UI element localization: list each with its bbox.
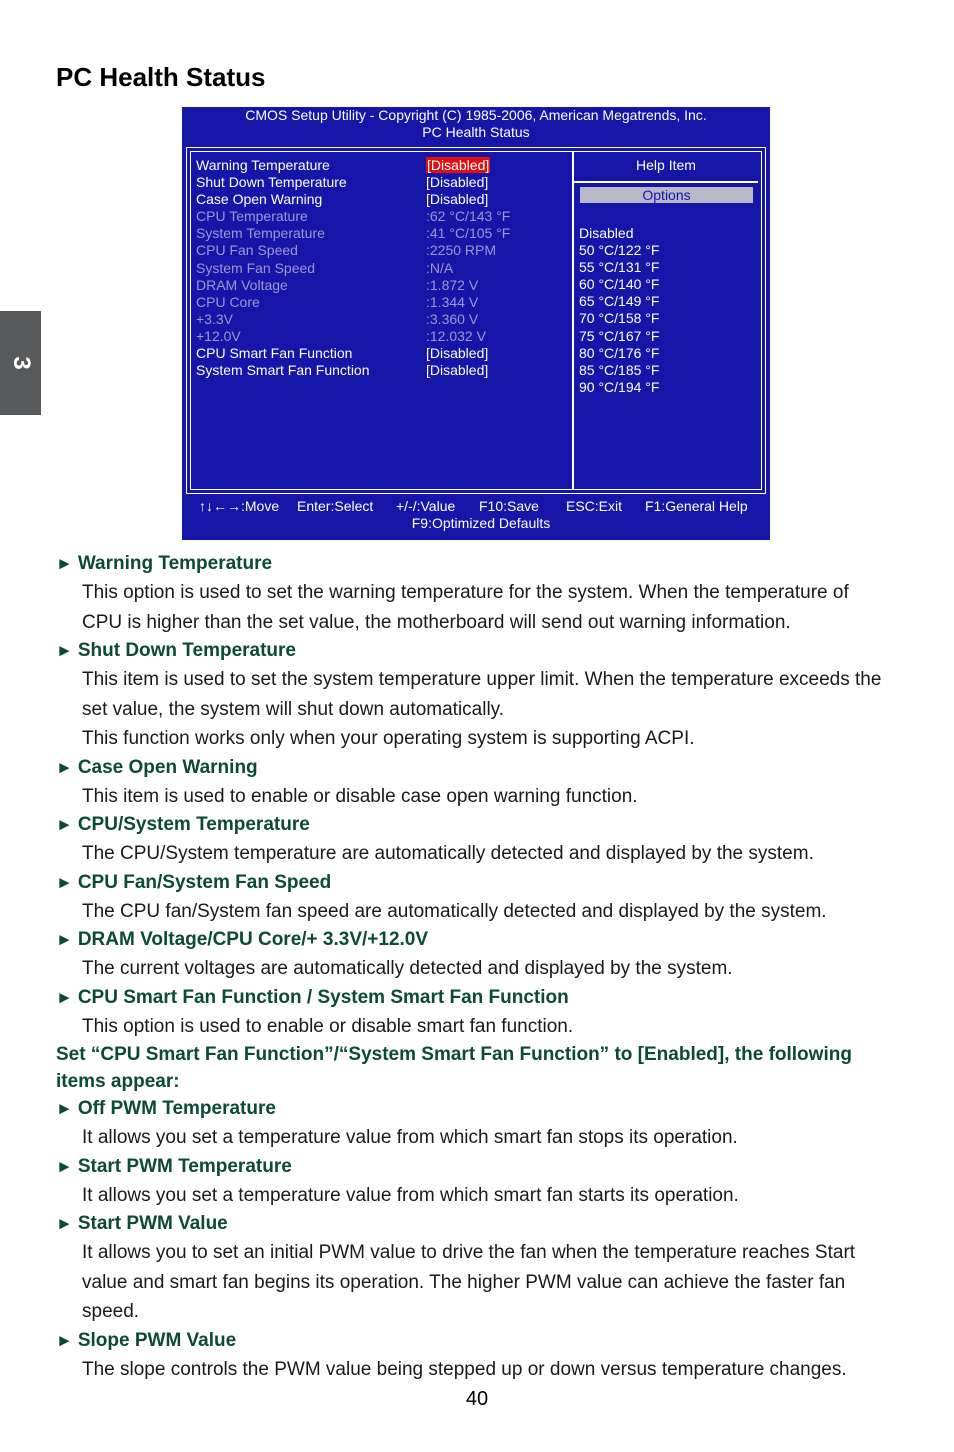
help-item-title: Help Item [636,157,696,173]
bios-setting-row [196,260,556,277]
section-heading [56,1210,886,1238]
bios-setting-value-text: :N/A [426,259,454,276]
bios-setting-row [196,294,556,311]
bios-setting-value-text: [Disabled] [427,157,490,173]
section-heading-text: CPU/System Temperature [77,814,310,835]
bios-setting-label: CPU Core [196,293,260,310]
key-help: F1:General Help [645,498,748,514]
bios-option-item[interactable]: 85 °C/185 °F [579,361,660,378]
arrow-bullet-icon: ► [56,930,73,949]
arrow-bullet-icon: ► [56,872,73,892]
bios-setting-value[interactable] [426,157,490,174]
section-heading-text: Warning Temperature [77,553,273,574]
section-paragraph: The CPU/System temperature are automatically detected and displayed by the system. [82,843,814,864]
section-heading [56,1327,886,1355]
bios-setting-value-text: :41 °C/105 °F [426,225,511,242]
bios-setting-value[interactable] [426,345,488,362]
help-divider [574,181,758,183]
arrow-bullet-icon: ► [56,815,73,834]
bios-setting-value [426,277,478,294]
bios-setting-row [196,208,556,225]
bios-copyright: CMOS Setup Utility - Copyright (C) 1985-2006, American Megatrends, Inc. [245,107,707,123]
chapter-number: 3 [7,356,35,370]
bios-setting-value[interactable] [426,174,488,191]
section-heading-text: Case Open Warning [77,756,258,778]
bios-setting-value-text: :2250 RPM [426,242,497,259]
section-paragraph: This item is used to set the system temperature upper limit. When the temperature exceeds the set value, the system will shut down automatically. [82,669,882,720]
bios-setting-row [196,242,556,259]
bios-setting-value-text: :62 °C/143 °F [426,208,511,225]
bios-setting-value-text: [Disabled] [426,345,489,362]
manual-content [56,550,886,1384]
settings-list [196,157,556,379]
arrow-bullet-icon: ► [56,987,73,1007]
bios-setting-value [426,225,510,242]
arrow-bullet-icon: ► [56,1214,73,1233]
bios-setting-label: CPU Smart Fan Function [196,345,353,362]
bios-setting-value-text: [Disabled] [426,191,489,208]
options-header: Options [580,187,753,203]
section-heading [56,984,886,1012]
section-paragraph: This option is used to set the warning temperature for the system. When the temperature of CPU is higher than the set value, the motherboard will send out warning information. [82,582,849,633]
bios-setting-row [196,311,556,328]
bios-setting-row[interactable] [196,157,556,174]
section-paragraph: The slope controls the PWM value being stepped up or down versus temperature changes. [82,1358,847,1380]
bios-option-item[interactable]: Disabled [579,225,634,241]
bios-setting-label: CPU Fan Speed [196,242,298,259]
bios-setting-row [196,328,556,345]
key-select: Enter:Select [297,498,374,514]
bios-option-item[interactable]: 55 °C/131 °F [579,259,660,276]
section-heading-text: Start PWM Temperature [77,1155,292,1177]
chapter-tab [0,311,41,415]
arrow-bullet-icon: ► [56,1156,73,1176]
bios-setting-label: System Temperature [196,225,325,242]
bios-setting-value [426,260,453,277]
section-paragraph: It allows you to set an initial PWM value to drive the fan when the temperature reaches Start value and smart fan begins its operation. The higher PWM value can achieve the faster fan speed. [82,1242,856,1322]
section-paragraph: This item is used to enable or disable case open warning function. [82,785,638,807]
bios-option-item[interactable]: 50 °C/122 °F [579,242,660,259]
key-move: ↑↓←→:Move [199,498,280,514]
section-paragraph: It allows you set a temperature value from which smart fan starts its operation. [82,1184,739,1206]
section-paragraph: It allows you set a temperature value from which smart fan stops its operation. [82,1127,738,1148]
section-heading [56,550,886,578]
section-paragraph: This function works only when your operating system is supporting ACPI. [82,728,695,749]
bios-setting-value-text: :12.032 V [426,327,486,344]
section-heading-text: Slope PWM Value [77,1329,237,1351]
bios-setting-row[interactable] [196,362,556,379]
section-heading [56,637,886,665]
bios-setting-value-text: :1.872 V [426,276,479,293]
key-exit: ESC:Exit [566,498,623,514]
section-heading-text: Start PWM Value [77,1213,228,1234]
bios-option-item[interactable]: 90 °C/194 °F [579,378,660,395]
section-heading-text: Off PWM Temperature [77,1098,276,1119]
bios-screen [182,107,770,540]
section-paragraph: The current voltages are automatically detected and displayed by the system. [82,958,733,979]
bios-setting-row[interactable] [196,174,556,191]
section-heading [56,754,886,782]
bios-setting-value-text: [Disabled] [426,362,489,379]
page-title: PC Health Status [56,62,266,92]
options-list [579,225,759,396]
bios-option-item[interactable]: 80 °C/176 °F [579,344,660,361]
bios-setting-value [426,208,510,225]
bios-setting-label: System Fan Speed [196,259,316,276]
bios-setting-value [426,328,486,345]
arrow-bullet-icon: ► [56,641,73,660]
bios-setting-row[interactable] [196,191,556,208]
key-value: +/-/:Value [396,498,456,514]
bios-setting-label: +12.0V [196,327,241,344]
bios-setting-label: Warning Temperature [196,157,330,173]
bios-setting-label: System Smart Fan Function [196,362,370,379]
bios-setting-value-text: :1.344 V [426,293,479,310]
bios-setting-value[interactable] [426,191,488,208]
bios-setting-value [426,242,496,259]
arrow-bullet-icon: ► [56,1330,73,1350]
bios-divider [572,151,574,490]
bios-option-item[interactable]: 75 °C/167 °F [579,327,660,344]
section-heading [56,1153,886,1181]
bios-setting-value [426,311,478,328]
bios-option-item[interactable]: 65 °C/149 °F [579,293,660,310]
section-heading [56,926,886,954]
bios-setting-value [426,294,478,311]
bios-setting-value[interactable] [426,362,488,379]
section-paragraph: This option is used to enable or disable smart fan function. [82,1015,574,1037]
arrow-bullet-icon: ► [56,757,73,777]
bios-setting-label: Shut Down Temperature [196,174,347,191]
section-heading [56,811,886,839]
bios-option-item[interactable]: 60 °C/140 °F [579,276,660,293]
bios-header [182,107,770,141]
section-heading-text: CPU Smart Fan Function / System Smart Fan Function [77,986,569,1008]
bios-setting-value-text: :3.360 V [426,310,479,327]
arrow-bullet-icon: ► [56,554,73,573]
section-heading [56,869,886,897]
key-save: F10:Save [479,498,539,514]
bios-setting-row[interactable] [196,345,556,362]
bios-option-item[interactable]: 70 °C/158 °F [579,310,660,327]
section-heading-text: DRAM Voltage/CPU Core/+ 3.3V/+12.0V [77,929,429,950]
bios-setting-label: CPU Temperature [196,208,308,225]
bios-footer [182,498,770,532]
page-number: 40 [465,1388,489,1410]
bios-screen-title: PC Health Status [422,124,530,140]
bios-setting-row [196,225,556,242]
section-heading-text: Shut Down Temperature [77,640,296,661]
bios-setting-row [196,277,556,294]
bios-setting-label: +3.3V [196,310,233,327]
arrow-bullet-icon: ► [56,1099,73,1118]
section-heading-text: CPU Fan/System Fan Speed [77,871,332,893]
section-paragraph: The CPU fan/System fan speed are automatically detected and displayed by the system. [82,900,827,922]
bios-setting-label: Case Open Warning [196,191,323,208]
bios-setting-value-text: [Disabled] [426,174,489,191]
bios-setting-label: DRAM Voltage [196,276,288,293]
section-heading [56,1095,886,1123]
key-defaults: F9:Optimized Defaults [411,515,551,531]
smart-fan-note: Set “CPU Smart Fan Function”/“System Smart Fan Function” to [Enabled], the following items appear: [56,1044,852,1092]
